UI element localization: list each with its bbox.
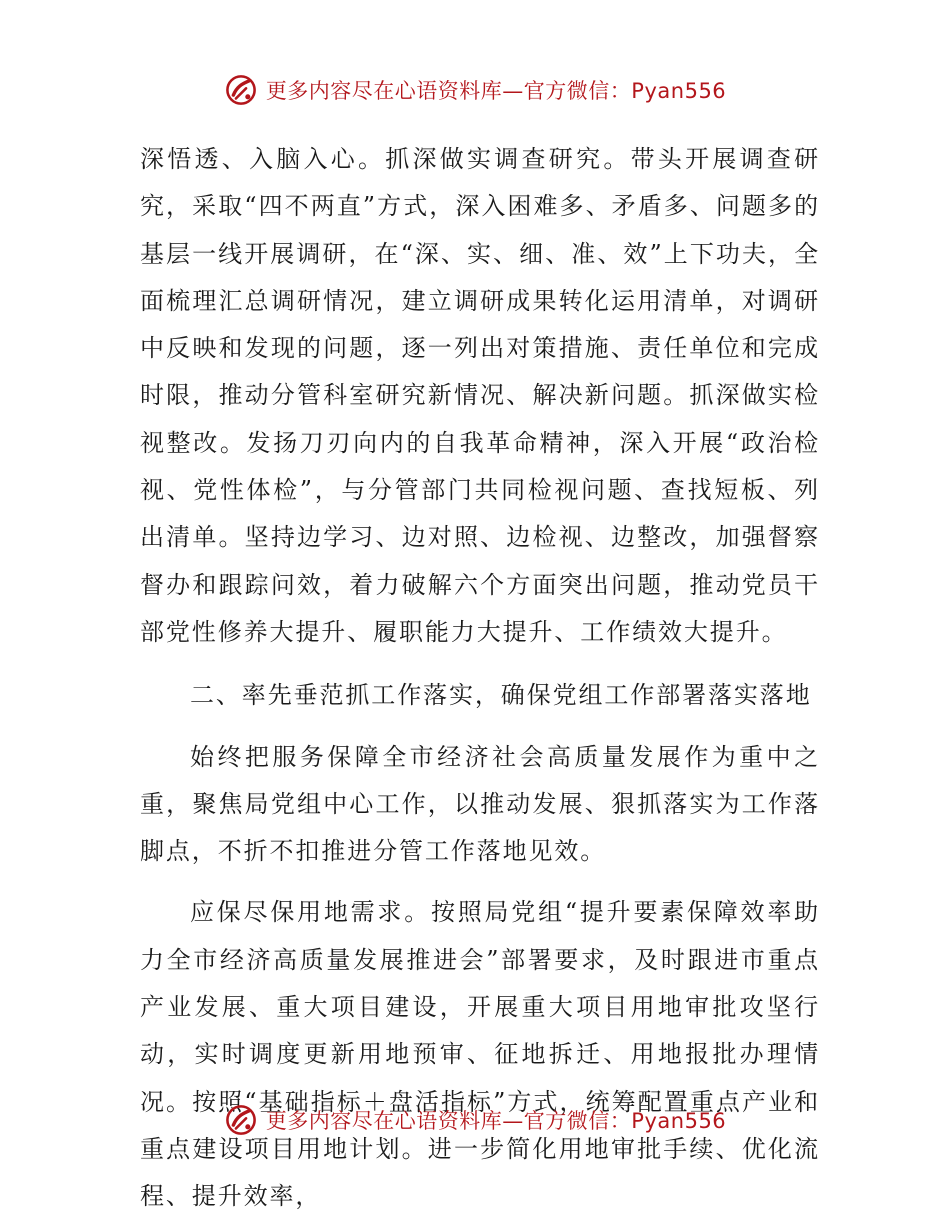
header-watermark [0, 70, 950, 110]
paragraph-continued: 深悟透、入脑入心。抓深做实调查研究。带头开展调查研究，采取“四不两直”方式，深入困难多、矛盾多、问题多的基层一线开展调研，在“深、实、细、准、效”上下功夫，全面梳理汇总调研情况，建立调研成果转化运用清单，对调研中反映和发现的问题，逐一列出对策措施、责任单位和完成时限，推动分管科室研究新情况、解决新问题。抓深做实检视整改。发扬刀刃向内的自我革命精神，深入开展“政治检视、党性体检”，与分管部门共同检视问题、查找短板、列出清单。坚持边学习、边对照、边检视、边整改，加强督察督办和跟踪问效，着力破解六个方面突出问题，推动党员干部党性修养大提升、履职能力大提升、工作绩效大提升。 [140, 145, 820, 646]
document-body [140, 136, 820, 1221]
paragraph-intro: 始终把服务保障全市经济社会高质量发展作为重中之重，聚焦局党组中心工作，以推动发展、狠抓落实为工作落脚点，不折不扣推进分管工作落地见效。 [140, 742, 820, 866]
header-watermark-text: 更多内容尽在心语资料库—官方微信：Pyan556 [265, 79, 727, 103]
brush-seal-icon [224, 1103, 258, 1137]
footer-watermark-text: 更多内容尽在心语资料库—官方微信：Pyan556 [265, 1109, 727, 1133]
brush-seal-icon [224, 73, 258, 107]
paragraph-land-use: 应保尽保用地需求。按照局党组“提升要素保障效率助力全市经济高质量发展推进会”部署要求，及时跟进市重点产业发展、重大项目建设，开展重大项目用地审批攻坚行动，实时调度更新用地预审、征地拆迁、用地报批办理情况。按照“基础指标＋盘活指标”方式，统筹配置重点产业和重点建设项目用地计划。进一步简化用地审批手续、优化流程、提升效率， [140, 898, 820, 1211]
footer-watermark [0, 1100, 950, 1140]
section-heading: 二、率先垂范抓工作落实，确保党组工作部署落实落地 [190, 681, 812, 710]
